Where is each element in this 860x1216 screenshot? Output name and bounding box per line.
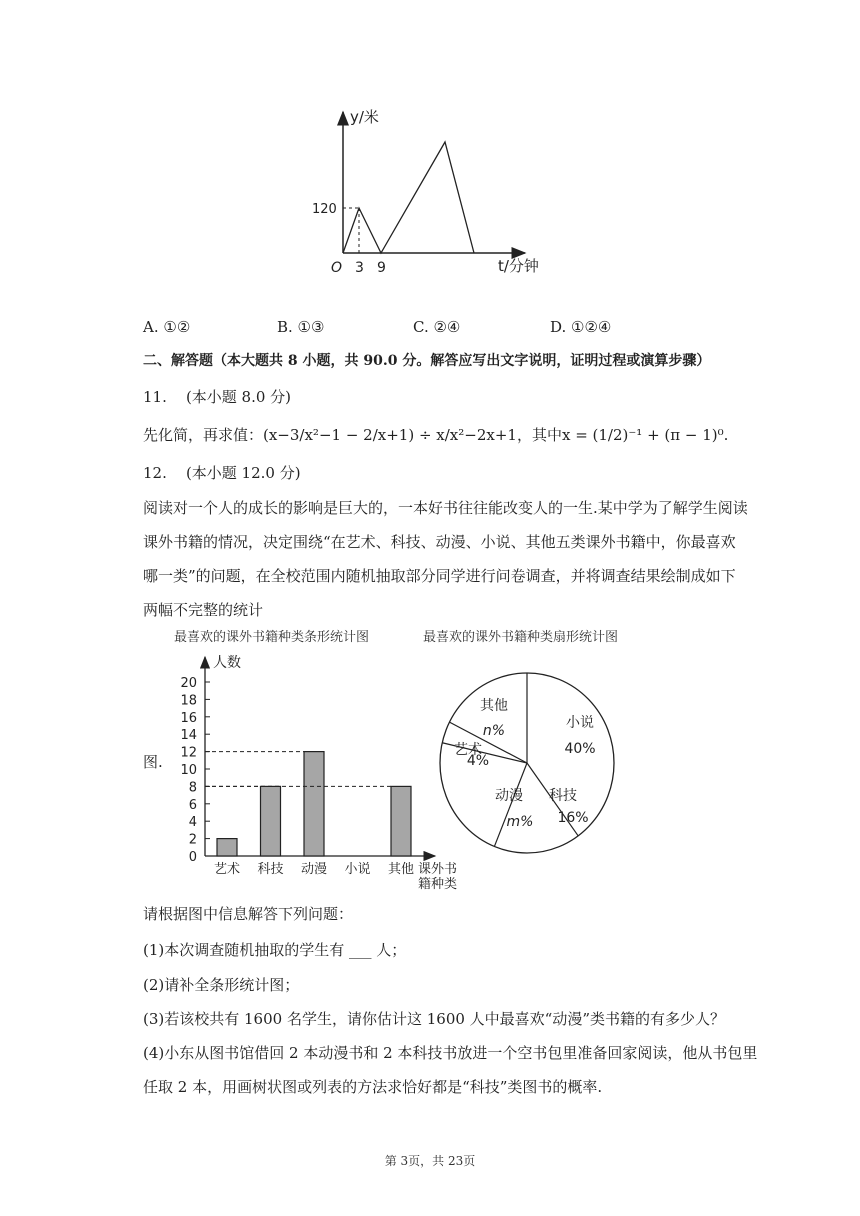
q12-para-line2: 课外书籍的情况，决定围绕“在艺术、科技、动漫、小说、其他五类课外书籍中，你最喜欢 — [143, 533, 736, 551]
q12-sub2: (2)请补全条形统计图； — [143, 976, 300, 994]
bar-y-tick-label: 10 — [180, 763, 197, 778]
pie-slice-小说-label: 小说 — [566, 715, 594, 731]
bar-y-tick-label: 18 — [180, 693, 197, 709]
q12-sub1: (1)本次调查随机抽取的学生有 ___ 人； — [143, 941, 407, 959]
bar-category-label: 小说 — [344, 862, 371, 877]
bar-y-tick-label: 2 — [188, 832, 197, 848]
bar-y-tick-label: 4 — [188, 815, 197, 831]
pie-chart — [415, 625, 630, 865]
bar-y-tick-label: 20 — [180, 676, 197, 691]
pie-chart-title: 最喜欢的课外书籍种类扇形统计图 — [423, 630, 619, 645]
q12-header — [143, 463, 301, 483]
origin-label: O — [331, 260, 343, 276]
pie-slice-艺术-value: 4% — [466, 753, 490, 769]
x-axis-label: t/分钟 — [498, 257, 539, 275]
tick-label-3: 3 — [355, 260, 364, 276]
bar-x-label-line2: 籍种类 — [418, 877, 458, 892]
bar-y-tick-label: 14 — [180, 728, 197, 744]
bar-y-tick-label: 8 — [188, 780, 197, 796]
bar-x-label-line1: 课外书 — [418, 862, 458, 877]
bar-category-label: 其他 — [387, 862, 415, 877]
q12-score: (本小题 12.0 分) — [185, 464, 301, 482]
bar-x-label — [418, 861, 461, 892]
q11-score: (本小题 8.0 分) — [185, 388, 292, 406]
bar-y-tick-label: 16 — [180, 710, 197, 726]
y-axis-label: y/米 — [350, 108, 379, 126]
q12-para-line4: 两幅不完整的统计 — [143, 601, 264, 619]
q11-header — [143, 387, 291, 407]
q12-number: 12. — [143, 464, 167, 482]
page-footer: 第 3页，共 23页 — [384, 1154, 476, 1168]
pie-slice-其他-value: n% — [482, 723, 506, 739]
q11-text: 先化简，再求值：(x−3/x²−1 − 2/x+1) ÷ x/x²−2x+1，其中x = (1/2)⁻¹ + (π − 1)⁰. — [143, 426, 729, 444]
option-d[interactable]: D. ①②④ — [550, 318, 612, 336]
option-a[interactable]: A. ①② — [143, 318, 191, 336]
tick-label-120: 120 — [312, 202, 337, 217]
q12-fig-suffix: 图. — [143, 753, 163, 771]
bar-艺术 — [217, 839, 237, 856]
q11-number: 11. — [143, 388, 167, 406]
graph-line — [343, 142, 474, 253]
tick-label-9: 9 — [377, 260, 386, 276]
distance-time-graph — [300, 100, 560, 290]
pie-slice-动漫-value: m% — [506, 814, 534, 830]
q12-para-line1: 阅读对一个人的成长的影响是巨大的，一本好书往往能改变人的一生.某中学为了解学生阅读 — [143, 499, 748, 517]
pie-slice-其他-label: 其他 — [480, 698, 508, 714]
pie-slice-动漫-label: 动漫 — [495, 788, 523, 804]
q12-para-line3: 哪一类”的问题，在全校范围内随机抽取部分同学进行问卷调查，并将调查结果绘制成如下 — [143, 567, 736, 585]
bar-category-label: 动漫 — [300, 862, 328, 877]
bar-其他 — [391, 786, 411, 856]
pie-slice-科技-value: 16% — [557, 810, 589, 826]
bar-科技 — [261, 786, 281, 856]
bar-y-tick-label: 0 — [188, 850, 197, 865]
section2-heading: 二、解答题（本大题共 8 小题，共 90.0 分。解答应写出文字说明，证明过程或演算步骤） — [143, 353, 711, 369]
bar-y-label: 人数 — [213, 655, 241, 671]
q12-sub3: (3)若该校共有 1600 名学生，请你估计这 1600 人中最喜欢“动漫”类书籍的有多少人？ — [143, 1010, 726, 1028]
bar-动漫 — [304, 752, 324, 856]
pie-slice-科技-label: 科技 — [549, 788, 577, 804]
bar-category-label: 科技 — [257, 862, 284, 877]
q12-prompt: 请根据图中信息解答下列问题： — [143, 905, 354, 923]
pie-slice-小说-value: 40% — [564, 741, 596, 757]
option-c[interactable]: C. ②④ — [413, 318, 461, 336]
q12-sub4-line1: (4)小东从图书馆借回 2 本动漫书和 2 本科技书放进一个空书包里准备回家阅读，他从书包里 — [143, 1044, 758, 1062]
pie-slice-艺术-label: 艺术 — [454, 742, 482, 758]
bar-y-tick-label: 6 — [188, 797, 197, 813]
q12-sub4-line2: 任取 2 本，用画树状图或列表的方法求恰好都是“科技”类图书的概率. — [143, 1078, 603, 1096]
bar-chart-title: 最喜欢的课外书籍种类条形统计图 — [174, 630, 370, 645]
option-b[interactable]: B. ①③ — [277, 318, 325, 336]
bar-category-label: 艺术 — [213, 862, 241, 877]
bar-y-tick-label: 12 — [180, 745, 197, 761]
